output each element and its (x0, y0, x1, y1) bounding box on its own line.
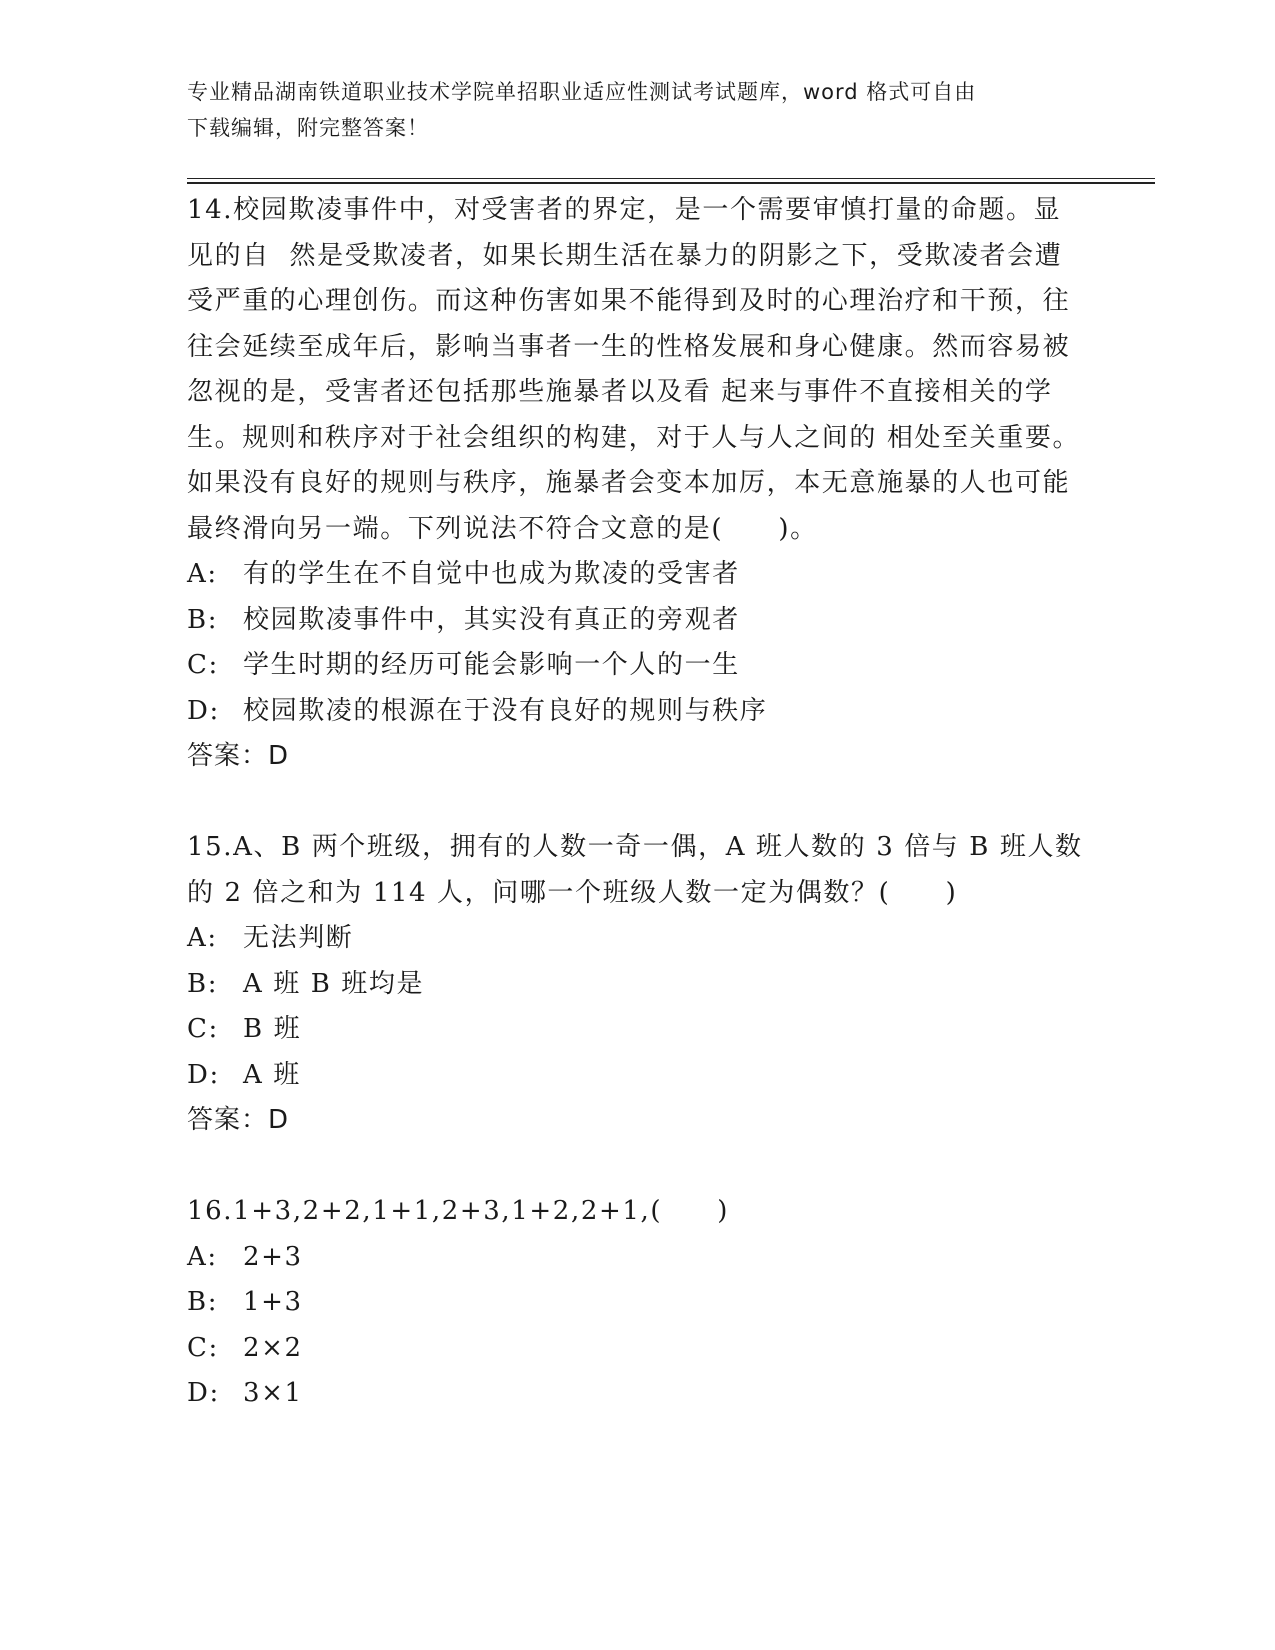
option-text: 校园欺凌事件中，其实没有真正的旁观者 (243, 604, 740, 635)
option-text: 学生时期的经历可能会影响一个人的一生 (243, 650, 740, 680)
option-letter: C: (187, 1332, 219, 1363)
page-header (187, 74, 1087, 146)
answer: 答案：D (187, 1105, 290, 1135)
option-letter: A: (187, 559, 218, 589)
header-line-2: 下载编辑，附完整答案！ (187, 116, 429, 140)
option-text: 1+3 (243, 1287, 303, 1317)
spacer (187, 1144, 1087, 1190)
option-b (187, 598, 1087, 644)
option-d (187, 1053, 1087, 1099)
option-text: B 班 (243, 1014, 302, 1044)
option-letter: D: (187, 695, 220, 726)
option-list (187, 916, 1087, 1098)
question-text: 15.A、B 两个班级，拥有的人数一奇一偶，A 班人数的 3 倍与 B 班人数的 2 倍之和为 114 人，问哪一个班级人数一定为偶数？( ) (187, 832, 1083, 908)
question-text: 14.校园欺凌事件中，对受害者的界定，是一个需要审慎打量的命题。显见的自 然是受欺凌者，如果长期生活在暴力的阴影之下，受欺凌者会遭受严重的心理创伤。而这种伤害如果不能得到及时的心理治疗和干预，往往会延续至成年后，影响当事者一生的性格发展和身心健康。然而容易被忽视的是，受害者还包括那些施暴者以及看 起来与事件不直接相关的学生。规则和秩序对于社会组织的构建，对于人与人之间的 相处至关重要。如果没有良好的规则与秩序，施暴者会变本加厉，本无意施暴的人也可能最终滑向另一端。下列说法不符合文意的是( )。 (187, 195, 1081, 544)
answer: 答案：D (187, 741, 290, 771)
option-letter: C: (187, 650, 219, 680)
option-letter: B: (187, 604, 219, 635)
option-letter: A: (187, 923, 218, 953)
option-b (187, 962, 1087, 1008)
option-letter: D: (187, 1378, 220, 1408)
option-letter: A: (187, 1241, 218, 1272)
option-d (187, 689, 1087, 735)
option-text: 2+3 (243, 1241, 303, 1272)
option-a (187, 1235, 1087, 1281)
header-rule-thin (187, 178, 1155, 179)
option-a (187, 552, 1087, 598)
option-text: 3×1 (243, 1378, 303, 1408)
question-text: 16.1+3,2+2,1+1,2+3,1+2,2+1,( ) (187, 1196, 730, 1226)
option-b (187, 1280, 1087, 1326)
question-14 (187, 188, 1087, 780)
option-a (187, 916, 1087, 962)
option-text: 2×2 (243, 1332, 303, 1363)
option-c (187, 643, 1087, 689)
questions-body (187, 188, 1087, 1417)
option-d (187, 1371, 1087, 1417)
question-16 (187, 1189, 1087, 1417)
option-text: 校园欺凌的根源在于没有良好的规则与秩序 (243, 695, 768, 726)
option-text: A 班 B 班均是 (243, 968, 425, 999)
option-c (187, 1326, 1087, 1372)
option-text: 无法判断 (243, 923, 354, 953)
spacer (187, 780, 1087, 826)
option-text: 有的学生在不自觉中也成为欺凌的受害者 (243, 559, 740, 589)
option-list (187, 1235, 1087, 1417)
question-15 (187, 825, 1087, 1144)
option-text: A 班 (243, 1059, 301, 1090)
option-letter: C: (187, 1014, 219, 1044)
option-letter: B: (187, 968, 219, 999)
option-letter: D: (187, 1059, 220, 1090)
option-list (187, 552, 1087, 734)
header-line-1: 专业精品湖南铁道职业技术学院单招职业适应性测试考试题库，word 格式可自由 (187, 80, 977, 104)
header-rule-thick (187, 182, 1155, 184)
option-letter: B: (187, 1287, 219, 1317)
option-c (187, 1007, 1087, 1053)
